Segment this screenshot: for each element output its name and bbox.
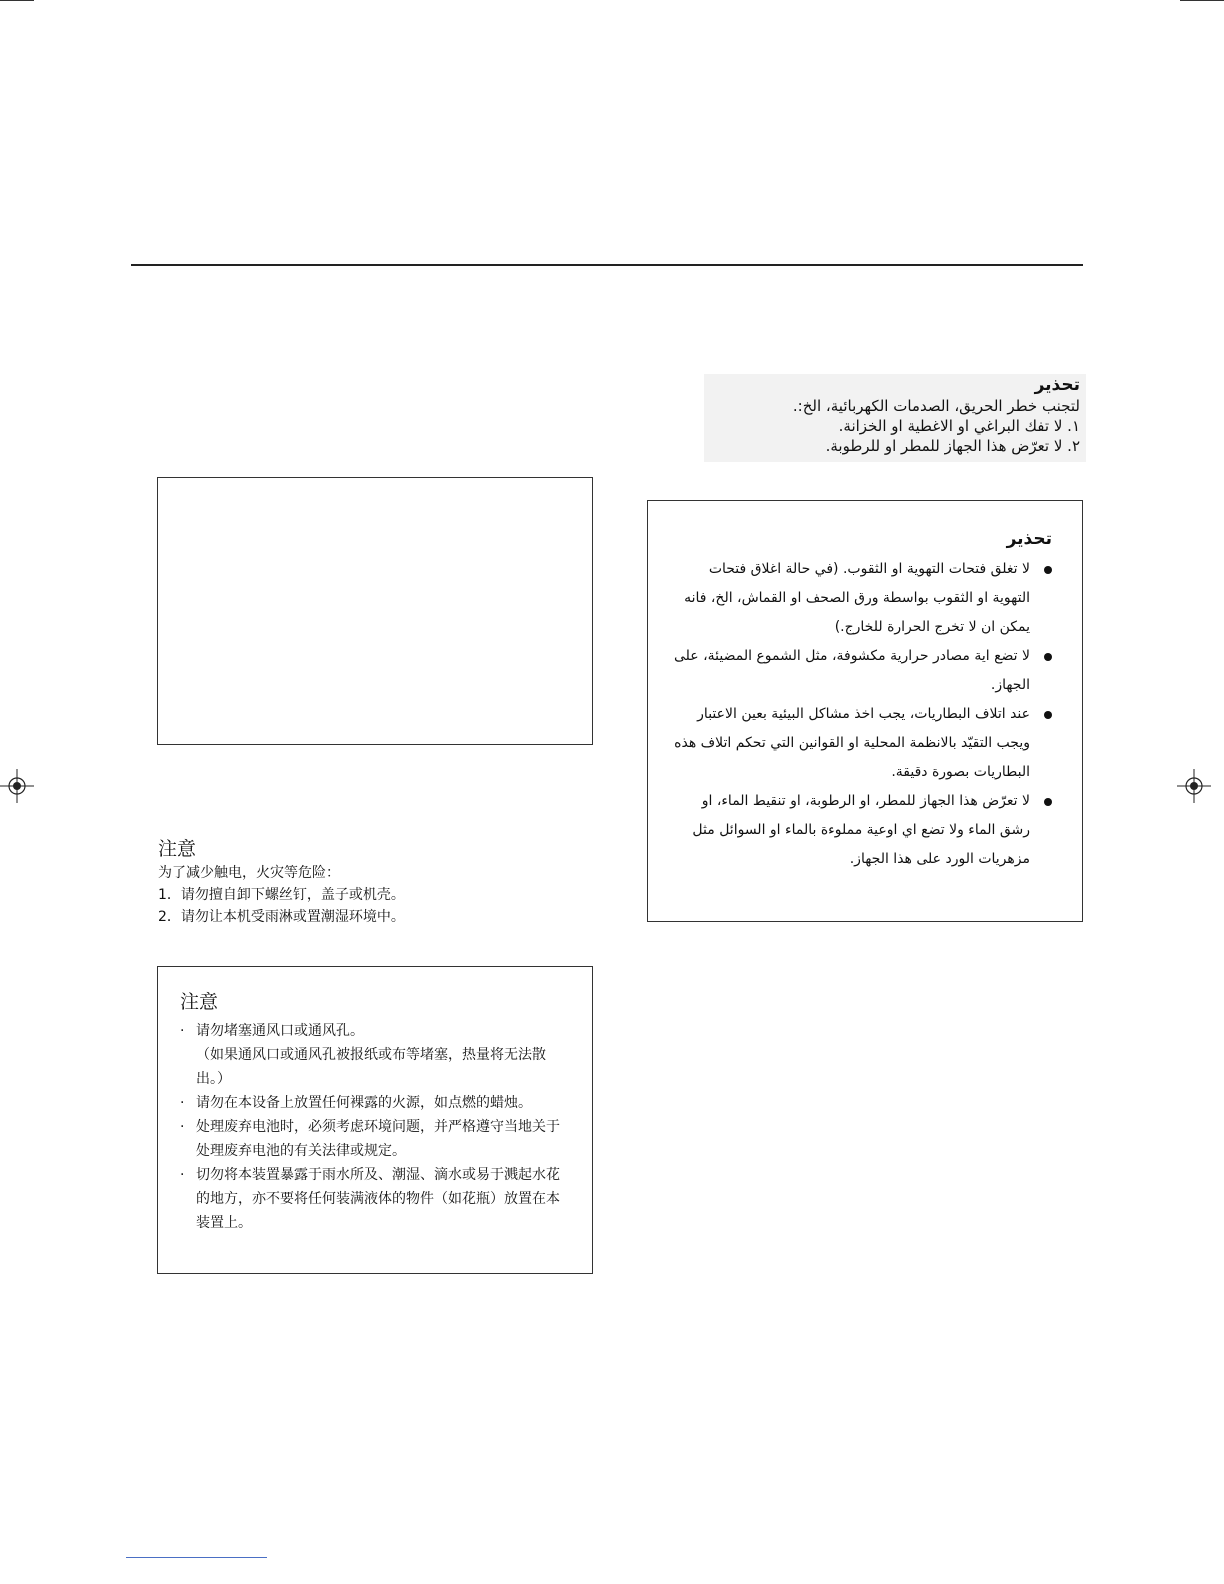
bullet-icon: · <box>180 1167 185 1183</box>
bullet-icon: · <box>180 1023 185 1039</box>
list-item-text: 请勿在本设备上放置任何裸露的火源，如点燃的蜡烛。 <box>196 1095 532 1111</box>
footer-rule <box>126 1557 267 1558</box>
list-item <box>180 1163 568 1235</box>
list-item-text: لا تغلق فتحات التهوية او الثقوب. (في حالة اغلاق فتحات التهوية او الثقوب بواسطة ورق الصحف او القماش، الخ، فانه يمكن ان لا تخرج الحرارة للخارج.) <box>684 561 1030 635</box>
bullet-icon <box>1044 798 1052 806</box>
registration-mark-right-icon <box>1177 769 1211 803</box>
arabic-caution-title: تحذير <box>1006 529 1052 549</box>
empty-notice-box <box>157 477 593 745</box>
registration-mark-left-icon <box>0 769 34 803</box>
list-item-text: لا تعرّض هذا الجهاز للمطر، او الرطوبة، او تنقيط الماء، او رشق الماء ولا تضع اي اوعية مملوءة بالماء او السوائل مثل مزهريات الورد على هذا الجهاز. <box>692 793 1030 867</box>
arabic-warning-line: لتجنب خطر الحريق، الصدمات الكهربائية، الخ:. <box>792 397 1080 415</box>
list-item <box>668 555 1052 642</box>
chinese-notice-line: 1．请勿擅自卸下螺丝钉，盖子或机壳。 <box>158 887 405 903</box>
list-item-text: 切勿将本装置暴露于雨水所及、潮湿、滴水或易于溅起水花的地方，亦不要将任何装满液体的物件（如花瓶）放置在本装置上。 <box>196 1167 560 1231</box>
header-rule <box>131 264 1083 266</box>
list-item <box>668 642 1052 700</box>
chinese-caution-title: 注意 <box>180 991 219 1013</box>
arabic-caution-box <box>647 500 1083 922</box>
arabic-warning-line: ٢. لا تعرّض هذا الجهاز للمطر او للرطوبة. <box>825 437 1080 455</box>
list-item <box>668 700 1052 787</box>
crop-mark-top-left <box>0 0 34 1</box>
list-item-text: 请勿堵塞通风口或通风孔。 （如果通风口或通风孔被报纸或布等堵塞，热量将无法散出。） <box>196 1023 546 1087</box>
bullet-icon: · <box>180 1095 185 1111</box>
arabic-warning-title: تحذير <box>1034 375 1080 395</box>
bullet-icon <box>1044 711 1052 719</box>
bullet-icon <box>1044 566 1052 574</box>
bullet-icon: · <box>180 1119 185 1135</box>
chinese-caution-box <box>157 966 593 1274</box>
list-item <box>180 1019 568 1091</box>
list-item <box>180 1115 568 1163</box>
list-item <box>668 787 1052 874</box>
chinese-notice-line: 2．请勿让本机受雨淋或置潮湿环境中。 <box>158 909 405 925</box>
arabic-warning <box>704 374 1086 462</box>
list-item-text: عند اتلاف البطاريات، يجب اخذ مشاكل البيئية بعين الاعتبار ويجب التقيّد بالانظمة المحلية او القوانين التي تحكم اتلاف هذه البطاريات بصورة دقيقة. <box>674 706 1030 780</box>
chinese-notice <box>158 836 588 928</box>
bullet-icon <box>1044 653 1052 661</box>
list-item-text: لا تضع اية مصادر حرارية مكشوفة، مثل الشموع المضيئة، على الجهاز. <box>674 648 1030 693</box>
chinese-caution-list <box>180 1019 568 1235</box>
arabic-warning-line: ١. لا تفك البراغي او الاغطية او الخزانة. <box>838 417 1080 435</box>
arabic-caution-list <box>668 555 1052 874</box>
list-item-text: 处理废弃电池时，必须考虑环境问题，并严格遵守当地关于处理废弃电池的有关法律或规定。 <box>196 1119 560 1159</box>
list-item <box>180 1091 568 1115</box>
chinese-notice-line: 为了减少触电，火灾等危险： <box>158 865 340 881</box>
crop-mark-top-right <box>1180 0 1224 1</box>
chinese-notice-title: 注意 <box>158 838 197 860</box>
